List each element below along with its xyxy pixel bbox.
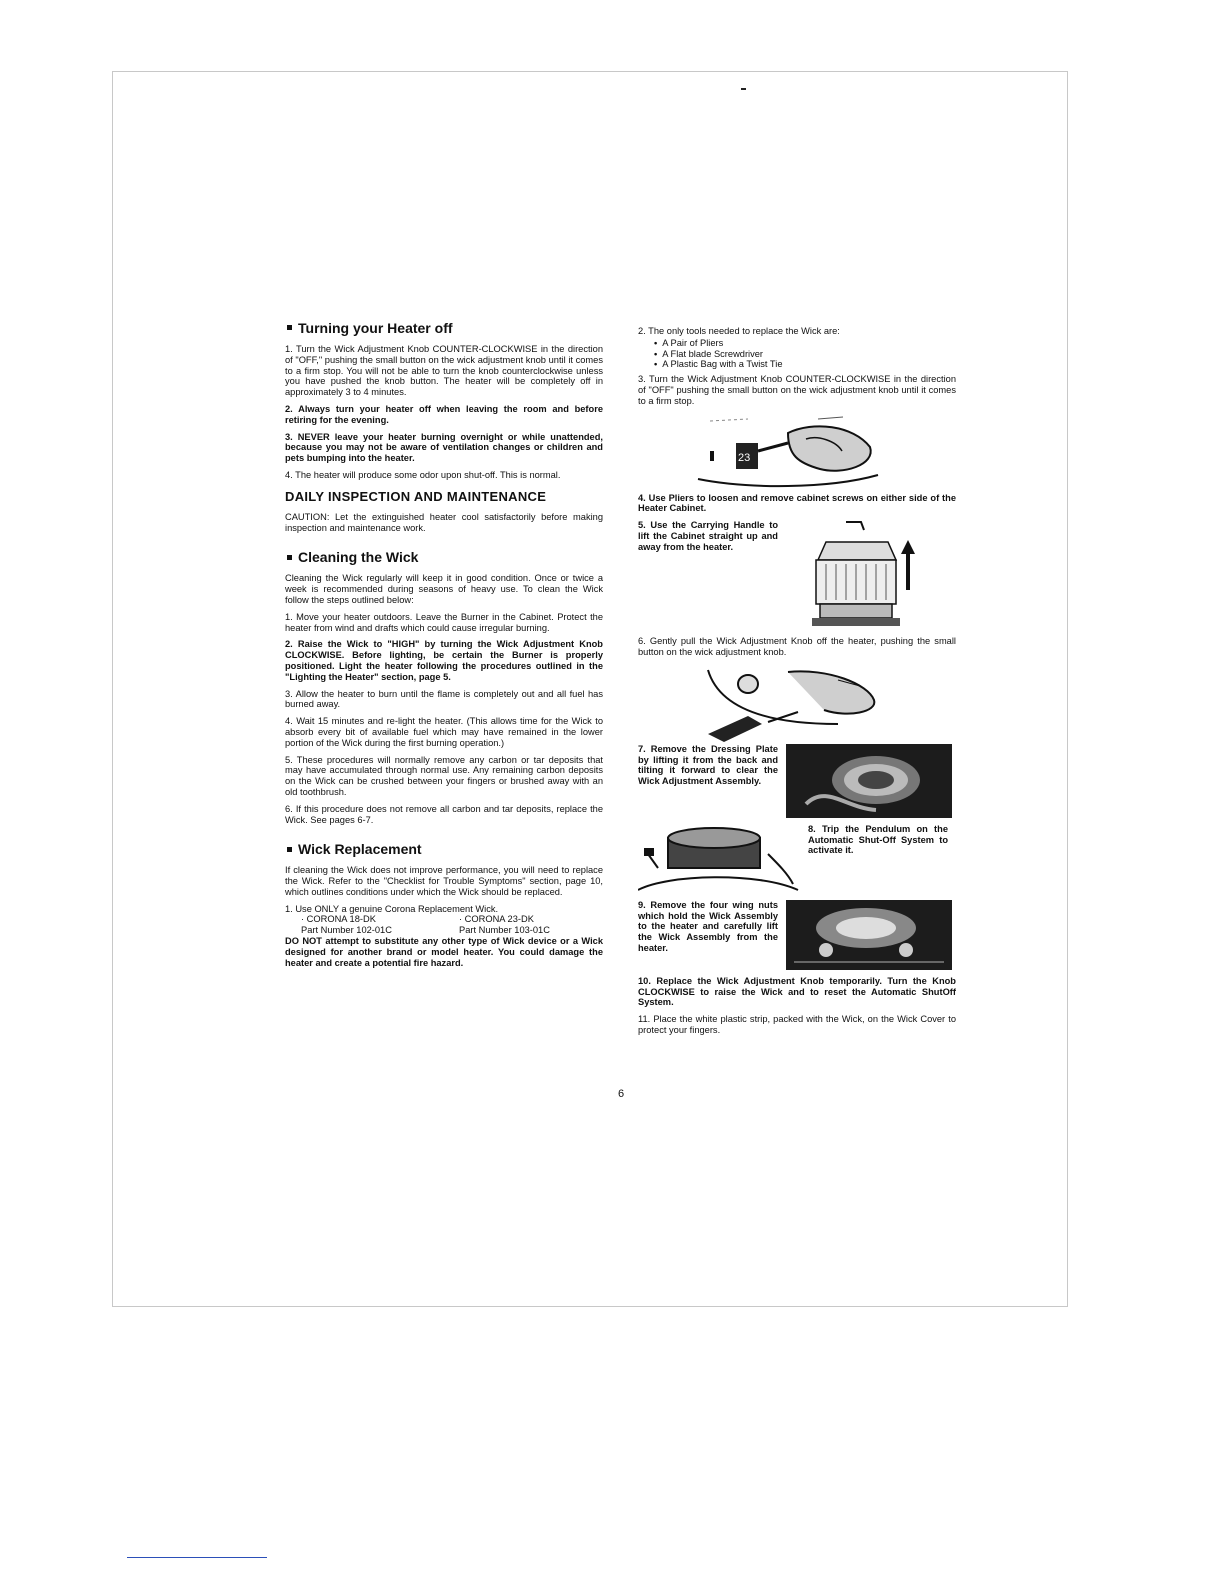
replacement-step-2: 2. The only tools needed to replace the Wick are:: [638, 326, 840, 336]
bullet-square-icon: [287, 847, 292, 852]
replacement-step-9: 9. Remove the four wing nuts which hold the Wick Assembly to the heater and carefully lift the Wick Assembly from the heater.: [638, 899, 778, 953]
footer-rule: [127, 1557, 267, 1558]
cleaning-step-6: 6. If this procedure does not remove all carbon and tar deposits, replace the Wick. See pages 6-7.: [285, 803, 603, 825]
daily-inspection-heading: DAILY INSPECTION AND MAINTENANCE: [285, 488, 547, 504]
tool-item: • A Plastic Bag with a Twist Tie: [654, 359, 956, 370]
right-column: [638, 326, 956, 1042]
replacement-step-7: 7. Remove the Dressing Plate by lifting it from the back and tilting it forward to clear the Wick Adjustment Assembly.: [638, 743, 778, 787]
cleaning-step-5: 5. These procedures will normally remove any carbon or tar deposits that may have accumulated through normal use. Any remaining carbon deposits on the Wick can be crushed between your fingers or brushed away with an old toothbrush.: [285, 754, 603, 797]
turning-off-step-4: 4. The heater will produce some odor upon shut-off. This is normal.: [285, 469, 561, 480]
replacement-step-6: 6. Gently pull the Wick Adjustment Knob off the heater, pushing the small button on the wick adjustment knob.: [638, 636, 956, 657]
replacement-step-1: 1. Use ONLY a genuine Corona Replacement Wick.: [285, 903, 499, 914]
dressing-plate-photo: [786, 744, 952, 818]
step-7-row: [638, 744, 956, 818]
tool-item: • A Flat blade Screwdriver: [654, 349, 956, 360]
replacement-heading: Wick Replacement: [285, 841, 603, 858]
pendulum-illustration: [638, 824, 800, 894]
model-b: [459, 914, 617, 936]
cleaning-heading: Cleaning the Wick: [285, 549, 603, 566]
replacement-step-5: 5. Use the Carrying Handle to lift the Cabinet straight up and away from the heater.: [638, 520, 778, 552]
cleaning-step-3: 3. Allow the heater to burn until the flame is completely out and all fuel has burned away.: [285, 688, 603, 710]
knob-number-label: 23: [738, 451, 751, 464]
bullet-square-icon: [287, 555, 292, 560]
replacement-step-8: 8. Trip the Pendulum on the Automatic Shut-Off System to activate it.: [808, 823, 948, 856]
cleaning-step-1: 1. Move your heater outdoors. Leave the Burner in the Cabinet. Protect the heater from wind and drafts which could cause irregular burning.: [285, 611, 603, 633]
caution-note: CAUTION: Let the extinguished heater cool satisfactorily before making inspection and maintenance work.: [285, 511, 603, 533]
replacement-step-3: 3. Turn the Wick Adjustment Knob COUNTER-CLOCKWISE in the direction of "OFF" pushing the small button on the wick adjustment knob until it comes to a firm stop.: [638, 374, 956, 406]
cleaning-step-4: 4. Wait 15 minutes and re-light the heater. (This allows time for the Wick to absorb every bit of available fuel which may have remained in the lower portion of the Wick during the first burning operation.): [285, 716, 603, 748]
model-b-name: · CORONA 23-DK: [459, 914, 534, 925]
replacement-step-11: 11. Place the white plastic strip, packed with the Wick, on the Wick Cover to protect your fingers.: [638, 1014, 956, 1035]
page-number: 6: [618, 1088, 625, 1100]
knob-turn-illustration: [638, 413, 956, 493]
left-column: [285, 320, 603, 974]
tools-list: [654, 338, 956, 370]
model-a-name: · CORONA 18-DK: [301, 914, 376, 925]
replacement-intro: If cleaning the Wick does not improve performance, you will need to replace the Wick. Refer to the "Checklist for Trouble Symptoms" section, page 10, which outlines conditions under which the Wick should be replaced.: [285, 865, 603, 897]
turning-off-heading: Turning your Heater off: [285, 320, 603, 337]
cabinet-lift-illustration: [786, 520, 916, 630]
knob-removal-illustration: [638, 664, 956, 744]
step-5-row: [638, 520, 956, 630]
model-a-part: Part Number 102-01C: [301, 925, 392, 936]
wick-models: [301, 914, 603, 936]
tool-item: • A Pair of Pliers: [654, 338, 956, 349]
step-9-row: [638, 900, 956, 970]
model-b-part: Part Number 103-01C: [459, 925, 550, 936]
turning-off-step-1: 1. Turn the Wick Adjustment Knob COUNTER-CLOCKWISE in the direction of "OFF," pushing the small button on the wick adjustment knob until it comes to a firm stop. You will not be able to turn the knob counterclockwise unless you have pushed the knob button. The heater will be completely off in approximately 3 to 4 minutes.: [285, 344, 603, 398]
turning-off-step-2: 2. Always turn your heater off when leaving the room and before retiring for the evening.: [285, 403, 603, 425]
bullet-square-icon: [287, 325, 292, 330]
replacement-step-4: 4. Use Pliers to loosen and remove cabinet screws on either side of the Heater Cabinet.: [638, 492, 956, 514]
step-8-row: [638, 824, 956, 894]
cleaning-step-2: 2. Raise the Wick to "HIGH" by turning the Wick Adjustment Knob CLOCKWISE. Before lighting, be certain the Burner is properly positioned. Light the heater following the procedures outlined in the "Lighting the Heater" section, page 5.: [285, 639, 603, 682]
wick-assembly-photo: [786, 900, 952, 970]
replacement-warning: DO NOT attempt to substitute any other type of Wick device or a Wick designed for another brand or model heater. You could damage the heater and create a potential fire hazard.: [285, 936, 603, 968]
cleaning-intro: Cleaning the Wick regularly will keep it in good condition. Once or twice a week is recommended during seasons of heavy use. To clean the Wick follow the steps outlined below:: [285, 573, 603, 605]
turning-off-step-3: 3. NEVER leave your heater burning overnight or while unattended, because you may not be aware of ventilation changes or children and pets bumping into the heater.: [285, 431, 603, 464]
scan-mark: [741, 88, 746, 90]
replacement-step-10: 10. Replace the Wick Adjustment Knob temporarily. Turn the Knob CLOCKWISE to raise the Wick and to reset the Automatic ShutOff System.: [638, 975, 956, 1008]
model-a: [301, 914, 459, 936]
